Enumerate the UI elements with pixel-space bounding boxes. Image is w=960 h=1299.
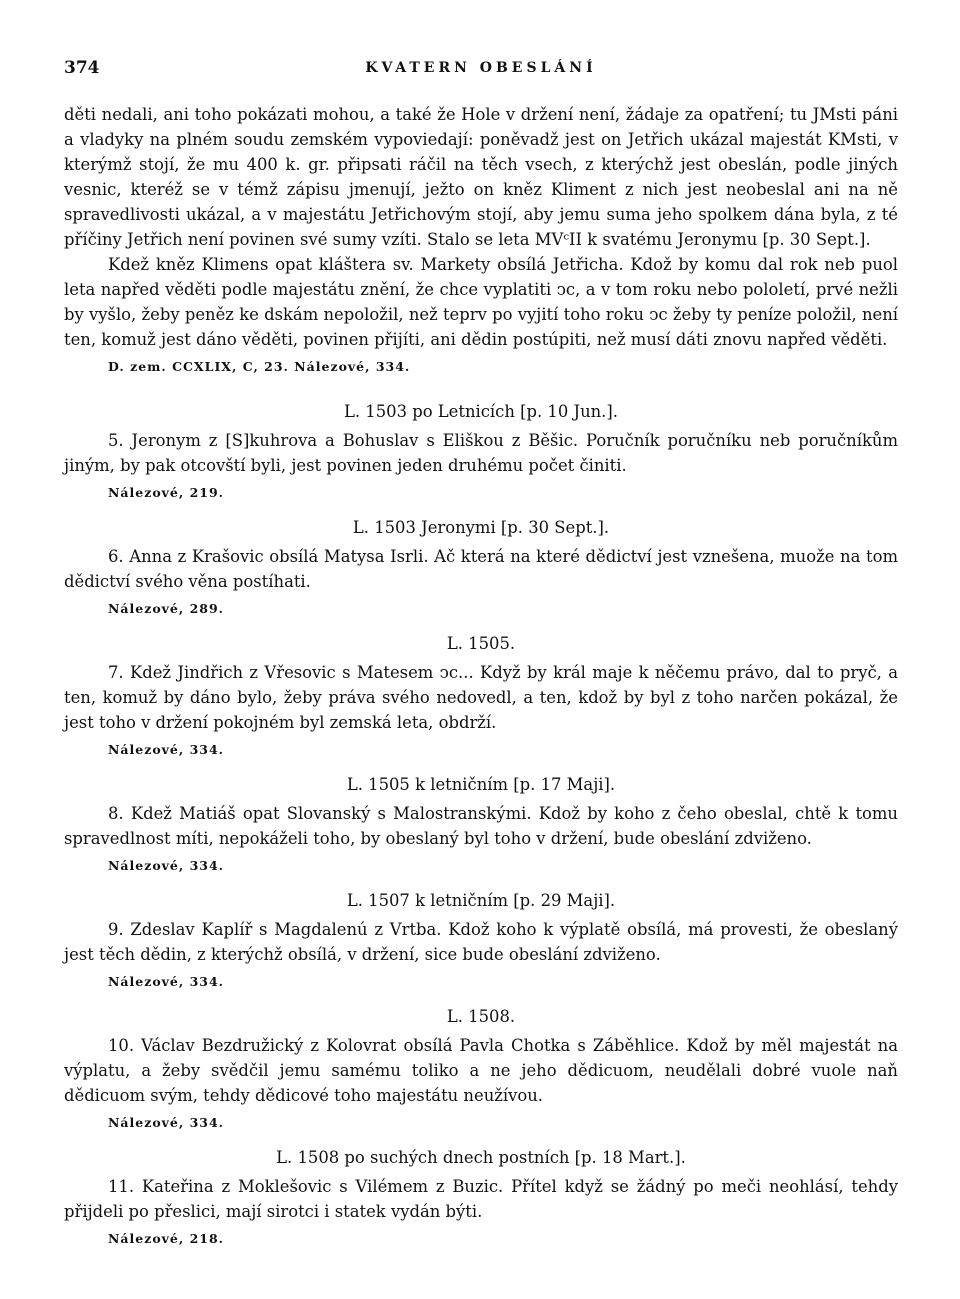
source-reference: Nálezové, 334. [108, 1115, 225, 1130]
page-header [64, 58, 898, 88]
entry-11 [64, 1146, 898, 1250]
entry-heading: L. 1507 k letničním [p. 29 Maji]. [346, 891, 616, 910]
entry-text: 10. Václav Bezdružický z Kolovrat obsílá Pavla Chotka s Záběhlice. Kdož by měl majestát na výplatu, a žeby svědčil jemu samému toliko a ne jeho dědicuom, neudělali dobré vuole naň dědicuom svým, tehdy dědicové toho majestátu neužívou. [64, 1036, 898, 1105]
entry-10 [64, 1005, 898, 1134]
entry-text: 11. Kateřina z Moklešovic s Vilémem z Buzic. Přítel když se žádný po meči neohlásí, tehdy přijdeli po přeslici, mají sirotci i statek vydán býti. [64, 1177, 898, 1221]
intro-section [64, 102, 898, 378]
entry-8 [64, 773, 898, 877]
entry-heading: L. 1505 k letničním [p. 17 Maji]. [346, 775, 616, 794]
entry-heading: L. 1508 po suchých dnech postních [p. 18 Mart.]. [276, 1148, 686, 1167]
entry-text: 5. Jeronym z [S]kuhrova a Bohuslav s Eliškou z Běšic. Poručník poručníku neb poručníkům jiným, by pak otcovští byli, jest povinen jeden druhému počet činiti. [64, 431, 898, 475]
source-reference: Nálezové, 334. [108, 858, 225, 873]
running-title: KVATERN OBESLÁNÍ [365, 60, 597, 76]
source-reference: Nálezové, 219. [108, 485, 225, 500]
entry-heading: L. 1508. [446, 1007, 516, 1026]
entry-5 [64, 400, 898, 504]
source-reference: Nálezové, 289. [108, 601, 225, 616]
entry-6 [64, 516, 898, 620]
page-number: 374 [64, 58, 100, 78]
intro-paragraph: děti nedali, ani toho pokázati mohou, a také že Hole v držení není, žádaje za opatření; tu JMsti páni a vladyky na plném soudu zemském vypoviedají: poněvadž jest on Jetřich ukázal majestát KMsti, v kterýmž stojí, že mu 400 k. gr. připsati ráčil na těch vsech, z kterýchž jest obeslán, podle jiných vesnic, kteréž se v témž zápisu jmenují, ježto on kněz Kliment z nich jest neobeslal ani na ně spravedlivosti ukázal, a v majestátu Jetřichovým stojí, aby jemu suma jeho spolkem dána byla, z té příčiny Jetřich není povinen své sumy vzíti. Stalo se leta MVᶜII k svatému Jeronymu [p. 30 Sept.]. [64, 105, 898, 249]
source-reference: D. zem. CCXLIX, C, 23. Nálezové, 334. [108, 359, 411, 374]
source-reference: Nálezové, 334. [108, 742, 225, 757]
entry-heading: L. 1503 Jeronymi [p. 30 Sept.]. [352, 518, 610, 537]
source-reference: Nálezové, 334. [108, 974, 225, 989]
source-reference: Nálezové, 218. [108, 1231, 225, 1246]
intro-paragraph: Kdež kněz Klimens opat kláštera sv. Markety obsílá Jetřicha. Kdož by komu dal rok neb puol leta napřed věděti podle majestátu znění, že chce vyplatiti ↄc, a v tom roku nebo pololetí, prvé nežli by vyšlo, žeby peněz ke dskám nepoložil, než teprv po vyjití toho roku ↄc žeby ty peníze položil, není ten, komuž jest dáno věděti, povinen přijíti, ani dědin postúpiti, než musí dáti znovu napřed věděti. [64, 255, 898, 349]
entry-9 [64, 889, 898, 993]
entry-text: 9. Zdeslav Kaplíř s Magdalenú z Vrtba. Kdož koho k výplatě obsílá, má provesti, že obeslaný jest těch dědin, z kterýchž obsílá, v držení, sice bude obeslání zdviženo. [64, 920, 898, 964]
entry-text: 6. Anna z Krašovic obsílá Matysa Isrli. Ač která na které dědictví jest vznešena, muože na tom dědictví svého věna postíhati. [64, 547, 898, 591]
entry-7 [64, 632, 898, 761]
entry-text: 7. Kdež Jindřich z Vřesovic s Matesem ↄc... Když by král maje k něčemu právo, dal to pryč, a ten, komuž by dáno bylo, žeby práva svého nedovedl, a ten, kdož by byl z toho narčen pokázal, že jest toho v držení pokojném byl zemská leta, obdrží. [64, 663, 898, 732]
entry-heading: L. 1503 po Letnicích [p. 10 Jun.]. [343, 402, 618, 421]
entry-text: 8. Kdež Matiáš opat Slovanský s Malostranskými. Kdož by koho z čeho obeslal, chtě k tomu spravedlnost míti, nepokáželi toho, by obeslaný byl toho v držení, bude obeslání zdviženo. [64, 804, 898, 848]
entry-heading: L. 1505. [446, 634, 516, 653]
